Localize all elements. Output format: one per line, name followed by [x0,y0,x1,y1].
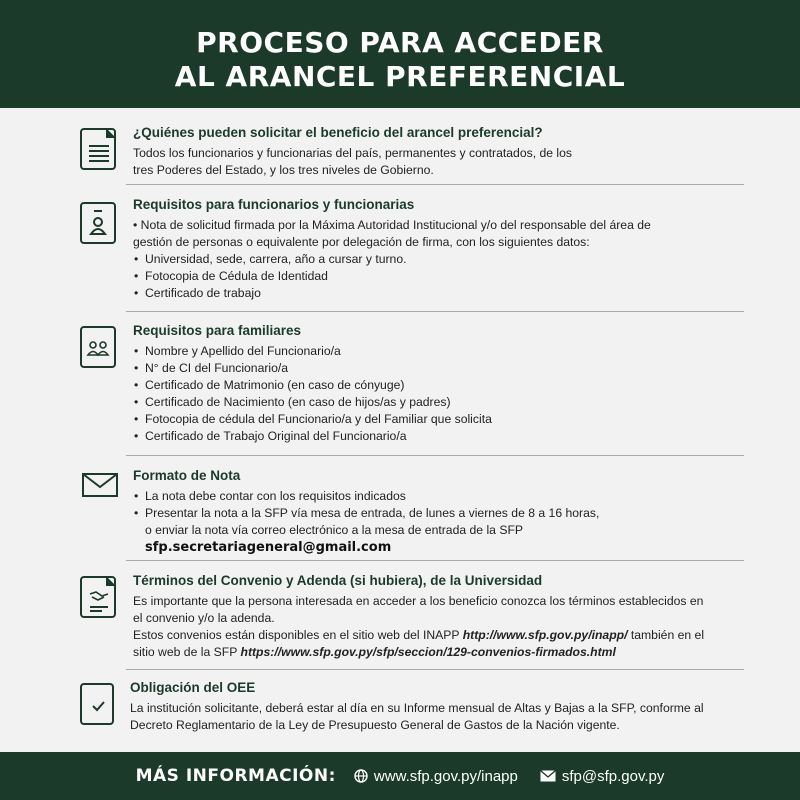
header-title-line-2: AL ARANCEL PREFERENCIAL [174,60,626,93]
divider [126,560,744,561]
list-item: • Certificado de Trabajo Original del Funcionario/a [133,428,753,445]
footer-label: MÁS INFORMACIÓN: [135,766,336,786]
section-text-line: el convenio y/o la adenda. [133,611,275,625]
section-text-line: tres Poderes del Estado, y los tres niveles de Gobierno. [133,163,434,177]
convenios-link[interactable]: https://www.sfp.gov.py/sfp/seccion/129-convenios-firmados.html [240,645,616,659]
divider [126,311,744,312]
checkmark-icon [80,683,114,725]
section-text-line [133,627,753,644]
list-item: • N° de CI del Funcionario/a [133,360,753,377]
footer-web-text: www.sfp.gov.py/inapp [373,767,518,785]
divider [126,184,744,185]
divider [126,455,744,456]
section-title: Formato de Nota [133,468,241,483]
list-item: • La nota debe contar con los requisitos indicados [133,488,753,505]
section-text-line: • Nota de solicitud firmada por la Máxima Autoridad Institucional y/o del responsable del área de [133,218,651,232]
section-obligacion [80,679,744,739]
text-fragment: Estos convenios están disponibles en el sitio web del INAPP [133,628,463,642]
list-item: • Presentar la nota a la SFP vía mesa de entrada, de lunes a viernes de 8 a 16 horas, [133,505,753,522]
family-icon [80,326,116,368]
envelope-icon [82,473,118,502]
section-text-line: gestión de personas o equivalente por delegación de firma, con los siguientes datos: [133,235,590,249]
list-item: • Certificado de Matrimonio (en caso de cónyuge) [133,377,753,394]
section-title: Requisitos para funcionarios y funcionarias [133,197,415,212]
section-requisitos-funcionarios [80,196,744,306]
section-quienes [80,124,744,184]
list-item: • Fotocopia de cédula del Funcionario/a y del Familiar que solicita [133,411,753,428]
text-fragment: también en el [627,628,705,642]
section-title: Requisitos para familiares [133,323,302,338]
page-header [0,0,800,108]
globe-icon [354,769,368,783]
section-formato-nota [80,467,744,559]
footer-email-text: sfp@sfp.gov.py [561,767,665,785]
footer-web-link[interactable] [354,768,518,785]
section-text-line: Todos los funcionarios y funcionarias del país, permanentes y contratados, de los [133,146,572,160]
list-item: • Fotocopia de Cédula de Identidad [133,268,753,285]
section-title: Obligación del OEE [130,680,256,695]
list-item: • Certificado de Nacimiento (en caso de hijos/as y padres) [133,394,753,411]
section-terminos [80,572,744,662]
page-footer [0,752,800,800]
divider [126,669,744,670]
list-item: • Universidad, sede, carrera, año a cursar y turno. [133,251,753,268]
text-fragment: sitio web de la SFP [133,645,241,659]
id-card-icon [80,202,116,244]
list-item-continuation: o enviar la nota vía correo electrónico a la mesa de entrada de la SFP [145,523,524,537]
section-requisitos-familiares [80,322,744,450]
inapp-link[interactable]: http://www.sfp.gov.py/inapp/ [462,628,628,642]
list-item: • Certificado de trabajo [133,285,753,302]
footer-email-link[interactable] [540,768,665,785]
list-item: • Nombre y Apellido del Funcionario/a [133,343,753,360]
email-address: sfp.secretariageneral@gmail.com [145,540,392,555]
header-title-line-1: PROCESO PARA ACCEDER [196,26,604,59]
section-text-line [133,644,753,661]
handshake-document-icon [80,576,116,618]
section-text-line: La institución solicitante, deberá estar al día en su Informe mensual de Altas y Bajas a la SFP, conforme al [130,701,704,715]
section-title: Términos del Convenio y Adenda (si hubiera), de la Universidad [133,573,543,588]
envelope-icon [540,770,556,782]
section-text-line: Decreto Reglamentario de la Ley de Presupuesto General de Gastos de la Nación vigente. [130,718,620,732]
section-text-line: Es importante que la persona interesada en acceder a los beneficio conozca los términos establecidos en [133,594,704,608]
document-icon [80,128,116,170]
section-title: ¿Quiénes pueden solicitar el beneficio del arancel preferencial? [133,125,543,140]
